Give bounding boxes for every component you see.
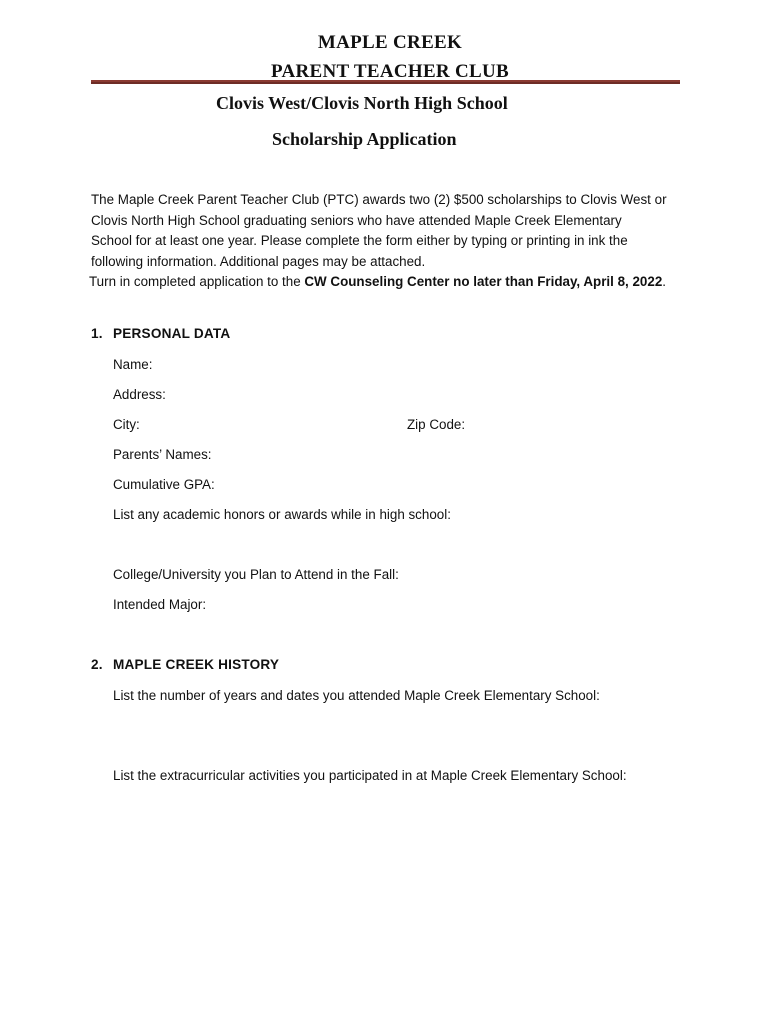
school-name: Clovis West/Clovis North High School	[216, 93, 508, 113]
section-title: MAPLE CREEK HISTORY	[113, 657, 280, 672]
intro-line: The Maple Creek Parent Teacher Club (PTC) awards two (2) $500 scholarships to Clovis West or	[91, 192, 667, 207]
intro-line: following information. Additional pages may be attached.	[91, 253, 426, 269]
turn-in-deadline: CW Counseling Center no later than Friday, April 8, 2022	[304, 274, 663, 289]
intro-paragraph	[91, 190, 691, 293]
section-personal-data-heading	[91, 326, 230, 341]
intro-line: Clovis North High School graduating seniors who have attended Maple Creek Elementary	[91, 212, 622, 228]
intro-line: School for at least one year. Please complete the form either by typing or printing in ink the	[91, 233, 628, 248]
org-name-line1: MAPLE CREEK	[317, 32, 463, 53]
section-maple-creek-history-heading	[91, 657, 279, 672]
turn-in-instruction	[89, 272, 691, 293]
honors-field-label: List any academic honors or awards while in high school:	[113, 507, 451, 522]
org-name-line2: PARENT TEACHER CLUB	[271, 61, 509, 82]
address-field-label: Address:	[113, 387, 166, 402]
gpa-field-label: Cumulative GPA:	[113, 477, 215, 492]
activities-field-label: List the extracurricular activities you participated in at Maple Creek Elementary School:	[113, 768, 627, 783]
turn-in-prefix: Turn in completed application to the	[89, 274, 305, 289]
name-field-label: Name:	[113, 357, 153, 372]
major-field-label: Intended Major:	[113, 597, 207, 612]
form-title: Scholarship Application	[272, 129, 457, 149]
section-title: PERSONAL DATA	[113, 326, 231, 341]
section-number: 1.	[91, 326, 103, 341]
parents-names-field-label: Parents’ Names:	[113, 447, 212, 462]
years-attended-field-label: List the number of years and dates you attended Maple Creek Elementary School:	[113, 688, 600, 703]
zip-code-field-label: Zip Code:	[407, 417, 466, 432]
section-number: 2.	[91, 657, 103, 672]
header-divider	[91, 80, 680, 84]
college-field-label: College/University you Plan to Attend in the Fall:	[113, 567, 399, 582]
turn-in-suffix: .	[662, 274, 667, 289]
city-field-label: City:	[113, 417, 140, 432]
